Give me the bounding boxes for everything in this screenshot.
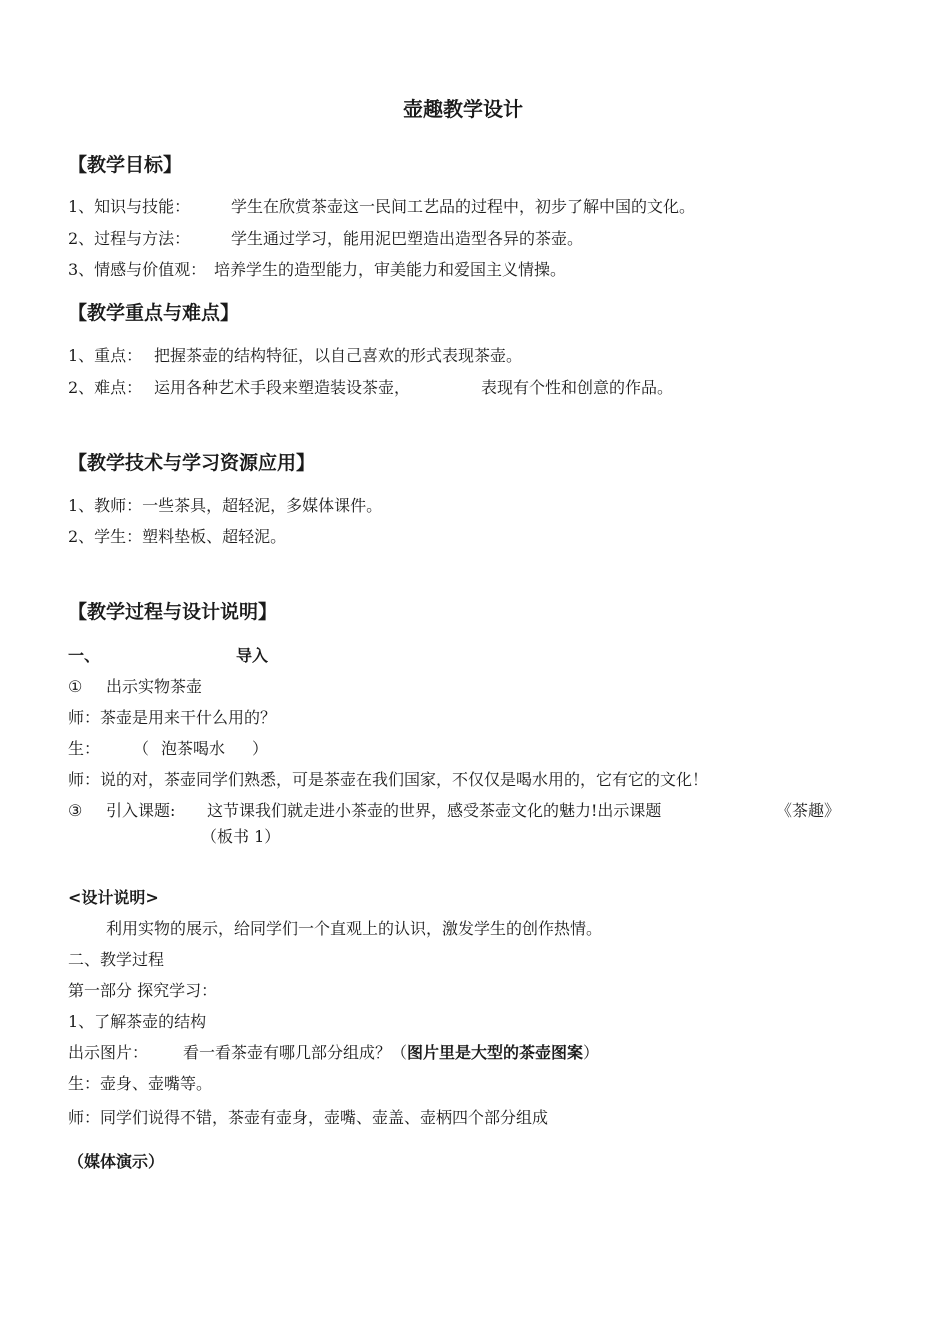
student-answer-label: 生： (68, 739, 101, 758)
part-2-heading: 二、教学过程 (68, 950, 165, 969)
media-demo-note: （媒体演示） (68, 1152, 165, 1171)
objective-3-text: 培养学生的造型能力，审美能力和爱国主义情操。 (214, 260, 567, 279)
objective-1-label: 1、知识与技能： (68, 197, 191, 216)
section-heading-resources: 【教学技术与学习资源应用】 (68, 452, 316, 474)
document-title: 壶趣教学设计 (403, 97, 523, 121)
step-3-quote: 《茶趣》 (776, 801, 841, 820)
step-1-text: 出示实物茶壶 (106, 677, 203, 696)
student-answer-open: （ (133, 739, 150, 758)
step-3-text: 这节课我们就走进小茶壶的世界，感受茶壶文化的魅力!出示课题 (207, 801, 662, 820)
part-1-number: 一、 (68, 646, 101, 665)
objective-3-label: 3、情感与价值观： (68, 260, 207, 279)
section-heading-objectives: 【教学目标】 (68, 154, 183, 176)
resource-student: 2、学生：塑料垫板、超轻泥。 (68, 527, 287, 546)
structure-item: 1、了解茶壶的结构 (68, 1012, 207, 1031)
key-point-2-label: 2、难点： (68, 378, 143, 397)
show-picture-close: ） (583, 1043, 600, 1062)
step-3-marker: ③ (68, 801, 83, 820)
part-1-title: 导入 (236, 646, 269, 665)
show-picture-note: 图片里是大型的茶壶图案 (407, 1043, 584, 1062)
objective-2-label: 2、过程与方法： (68, 229, 191, 248)
part-2-subheading: 第一部分 探究学习： (68, 981, 218, 1000)
key-point-2-text: 运用各种艺术手段来塑造装设茶壶， (154, 378, 411, 397)
step-3-board-note: （板书 1） (201, 827, 281, 846)
show-picture-label: 出示图片： (68, 1043, 149, 1062)
step-3-label: 引入课题: (106, 801, 176, 820)
resource-teacher: 1、教师：一些茶具，超轻泥，多媒体课件。 (68, 496, 383, 515)
key-point-1-label: 1、重点： (68, 346, 143, 365)
objective-2-text: 学生通过学习，能用泥巴塑造出造型各异的茶壶。 (231, 229, 584, 248)
key-point-2-text-cont: 表现有个性和创意的作品。 (481, 378, 674, 397)
show-picture-question (183, 1042, 599, 1064)
student-parts-answer: 生：壶身、壶嘴等。 (68, 1074, 213, 1093)
section-heading-key-points: 【教学重点与难点】 (68, 302, 240, 324)
objective-1-text: 学生在欣赏茶壶这一民间工艺品的过程中，初步了解中国的文化。 (231, 197, 696, 216)
teacher-question: 师：茶壶是用来干什么用的？ (68, 708, 277, 727)
student-answer-close: ） (252, 739, 269, 758)
key-point-1-text: 把握茶壶的结构特征，以自己喜欢的形式表现茶壶。 (154, 346, 523, 365)
student-answer-text: 泡茶喝水 (161, 739, 226, 758)
teacher-response: 师：说的对，茶壶同学们熟悉，可是茶壶在我们国家，不仅仅是喝水用的，它有它的文化！ (68, 770, 709, 789)
step-1-marker: ① (68, 677, 83, 696)
design-note-heading: <设计说明> (68, 888, 159, 907)
show-picture-text: 看一看茶壶有哪几部分组成？（ (183, 1043, 408, 1062)
teacher-parts-summary: 师：同学们说得不错，茶壶有壶身，壶嘴、壶盖、壶柄四个部分组成 (68, 1108, 549, 1127)
section-heading-process: 【教学过程与设计说明】 (68, 601, 278, 623)
design-note-text: 利用实物的展示，给同学们一个直观上的认识，激发学生的创作热情。 (106, 919, 603, 938)
